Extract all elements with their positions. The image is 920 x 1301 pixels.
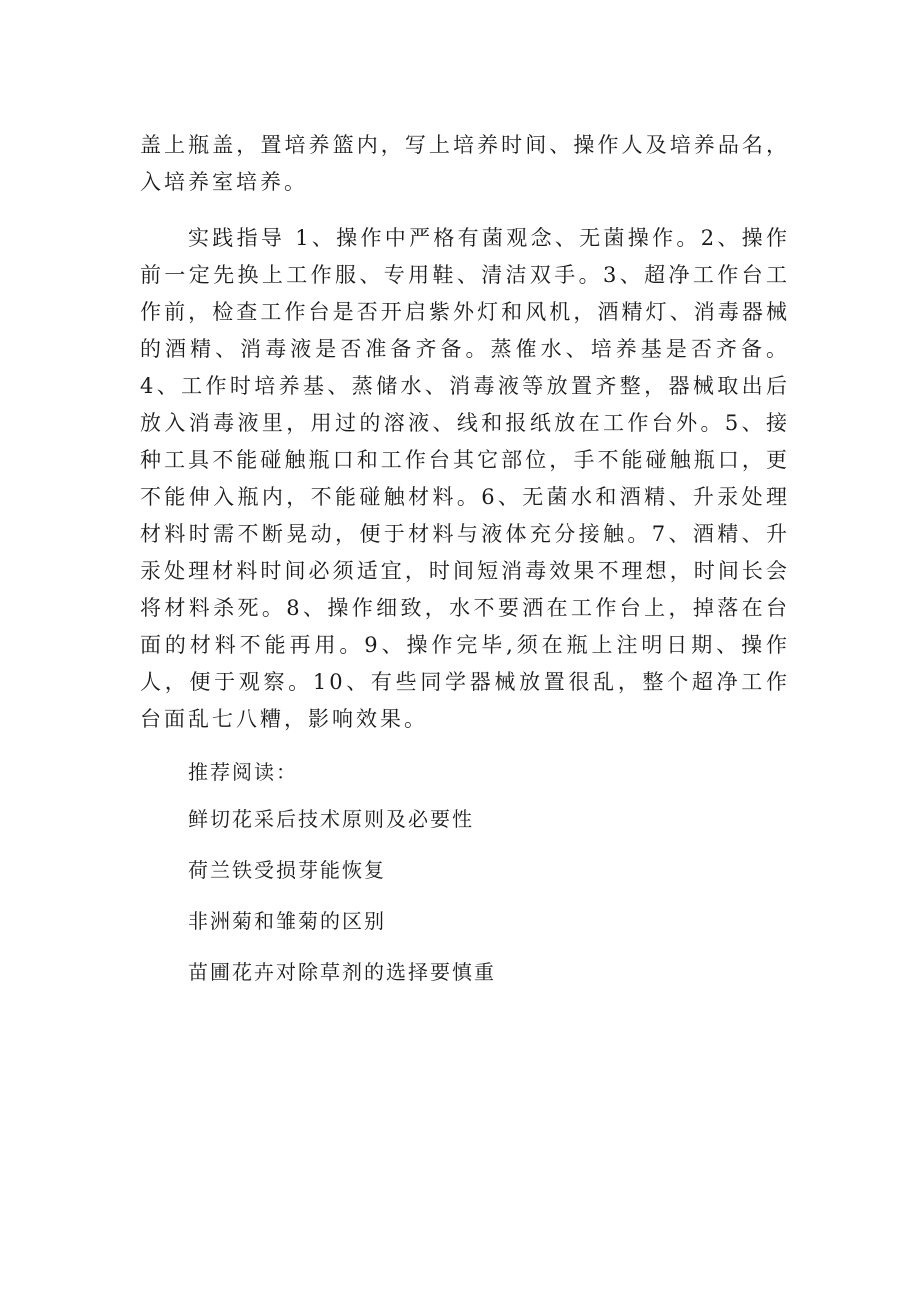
recommended-link-3[interactable]: 非洲菊和雏菊的区别 bbox=[188, 909, 386, 933]
recommended-link-4[interactable]: 苗圃花卉对除草剂的选择要慎重 bbox=[188, 960, 496, 984]
paragraph-culture-instructions: 盖上瓶盖，置培养篮内，写上培养时间、操作人及培养品名，入培养室培养。 bbox=[140, 133, 790, 194]
recommended-reading-heading: 推荐阅读： bbox=[188, 760, 298, 784]
recommended-link-2[interactable]: 荷兰铁受损芽能恢复 bbox=[188, 858, 386, 882]
paragraph-practice-guidance: 实践指导 1、操作中严格有菌观念、无菌操作。2、操作前一定先换上工作服、专用鞋、清洁双手。3、超净工作台工作前，检查工作台是否开启紫外灯和风机，酒精灯、消毒器械的酒精、消毒液是否准备齐备。蒸傕水、培养基是否齐备。4、工作时培养基、蒸储水、消毒液等放置齐整，器械取出后放入消毒液里，用过的溶液、线和报纸放在工作台外。5、接种工具不能碰触瓶口和工作台其它部位，手不能碰触瓶口，更不能伸入瓶内，不能碰触材料。6、无菌水和酒精、升汞处理材料时需不断晃动，便于材料与液体充分接触。7、酒精、升汞处理材料时间必须适宜，时间短消毒效果不理想，时间长会将材料杀死。8、操作细致，水不要洒在工作台上，掉落在台面的材料不能再用。9、操作完毕,须在瓶上注明日期、操作人，便于观察。10、有些同学器械放置很乱，整个超净工作台面乱七八糟，影响效果。 bbox=[140, 226, 790, 731]
recommended-reading-list bbox=[188, 803, 496, 1007]
recommended-link-1[interactable]: 鲜切花采后技术原则及必要性 bbox=[188, 807, 474, 831]
